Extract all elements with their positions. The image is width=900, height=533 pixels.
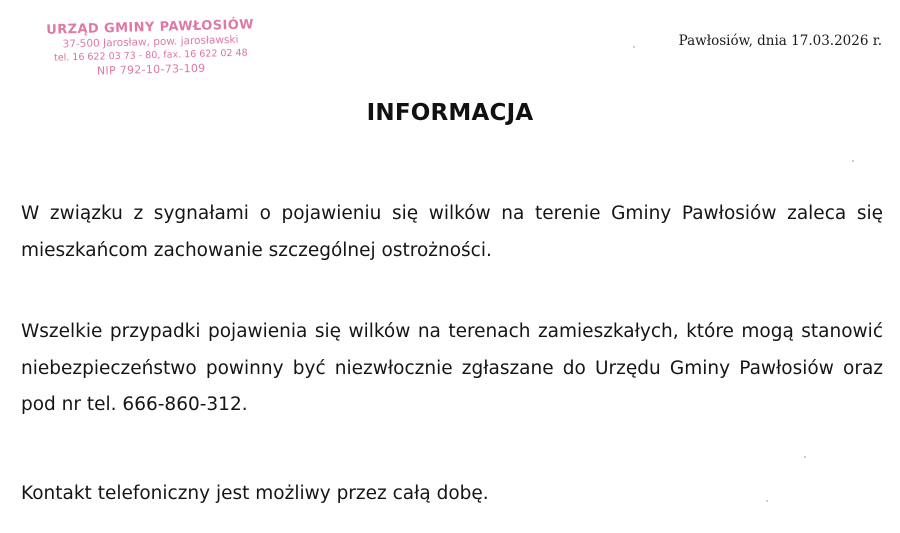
document-title: INFORMACJA bbox=[366, 100, 534, 126]
scan-speck bbox=[633, 46, 635, 48]
place-and-date: Pawłosiów, dnia 17.03.2026 r. bbox=[678, 33, 882, 49]
office-stamp bbox=[40, 18, 261, 78]
paragraph-reporting: Wszelkie przypadki pojawienia się wilków na terenach zamieszkałych, które mogą stanowić niebezpieczeństwo powinny być niezwłocznie zgłaszane do Urzędu Gminy Pawłosiów oraz pod nr tel. 666-860-312. bbox=[21, 321, 883, 415]
scan-speck bbox=[852, 160, 854, 162]
stamp-phone-fax: tel. 16 622 03 73 - 80, fax. 16 622 02 48 bbox=[53, 47, 248, 64]
stamp-nip: NIP 792-10-73-109 bbox=[96, 61, 206, 78]
scan-speck bbox=[766, 500, 768, 502]
scan-speck bbox=[804, 456, 806, 458]
stamp-address: 37-500 Jarosław, pow. jarosławski bbox=[62, 33, 239, 51]
stamp-office-name: URZĄD GMINY PAWŁOSIÓW bbox=[46, 17, 255, 38]
paragraph-warning: W związku z sygnałami o pojawieniu się wilków na terenie Gminy Pawłosiów zaleca się mieszkańcom zachowanie szczególnej ostrożności. bbox=[21, 203, 883, 261]
paragraph-contact: Kontakt telefoniczny jest możliwy przez całą dobę. bbox=[21, 483, 489, 504]
